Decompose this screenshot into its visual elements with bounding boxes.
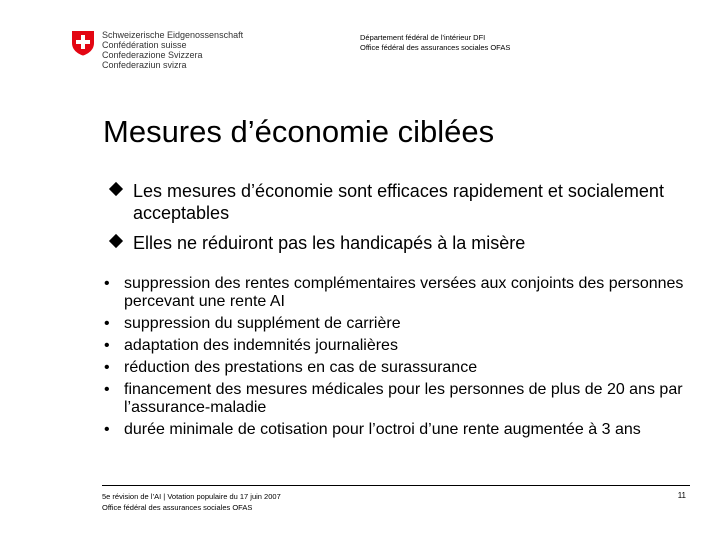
- bullet-dot-icon: •: [104, 315, 110, 332]
- diamond-bullet-icon: [109, 182, 123, 196]
- office-line: Office fédéral des assurances sociales OFAS: [360, 43, 511, 52]
- measure-item: [100, 337, 695, 355]
- bullet-dot-icon: •: [104, 337, 110, 354]
- measure-text: durée minimale de cotisation pour l’octroi d’une rente augmentée à 3 ans: [124, 421, 641, 438]
- footer-office: Office fédéral des assurances sociales OFAS: [102, 503, 253, 512]
- bullet-dot-icon: •: [104, 421, 110, 438]
- measure-item: [100, 381, 695, 417]
- key-point: [105, 232, 695, 254]
- key-point: [105, 180, 695, 224]
- measure-item: [100, 359, 695, 377]
- measure-text: adaptation des indemnités journalières: [124, 337, 398, 354]
- measure-text: réduction des prestations en cas de surassurance: [124, 359, 478, 376]
- org-name: Confederaziun svizra: [102, 60, 187, 70]
- page-number: 11: [677, 491, 686, 500]
- measure-item: [100, 315, 695, 333]
- key-point-text: Les mesures d’économie sont efficaces rapidement et socialement acceptables: [133, 181, 664, 223]
- org-name: Confédération suisse: [102, 40, 187, 50]
- swiss-coat-of-arms-icon: [70, 30, 96, 56]
- measure-item: [100, 275, 695, 311]
- measure-text: financement des mesures médicales pour les personnes de plus de 20 ans par l’assurance-maladie: [124, 381, 683, 416]
- department-header: [360, 33, 510, 53]
- bullet-dot-icon: •: [104, 275, 110, 292]
- diamond-bullet-icon: [109, 234, 123, 248]
- footer-divider: [102, 485, 690, 486]
- footer: [102, 491, 281, 513]
- footer-subject: 5e révision de l’AI | Votation populaire du 17 juin 2007: [102, 492, 281, 501]
- bullet-dot-icon: •: [104, 381, 110, 398]
- key-points-list: [105, 180, 695, 262]
- confederation-names: [102, 30, 243, 70]
- org-name: Schweizerische Eidgenossenschaft: [102, 30, 244, 40]
- measure-text: suppression des rentes complémentaires versées aux conjoints des personnes percevant une rente AI: [124, 275, 684, 310]
- key-point-text: Elles ne réduiront pas les handicapés à la misère: [133, 233, 526, 253]
- department-line: Département fédéral de l'intérieur DFI: [360, 33, 486, 42]
- measure-text: suppression du supplément de carrière: [124, 315, 401, 332]
- slide-title: Mesures d’économie ciblées: [103, 114, 495, 149]
- org-name: Confederazione Svizzera: [102, 50, 203, 60]
- measures-list: [100, 275, 695, 443]
- bullet-dot-icon: •: [104, 359, 110, 376]
- measure-item: [100, 421, 695, 439]
